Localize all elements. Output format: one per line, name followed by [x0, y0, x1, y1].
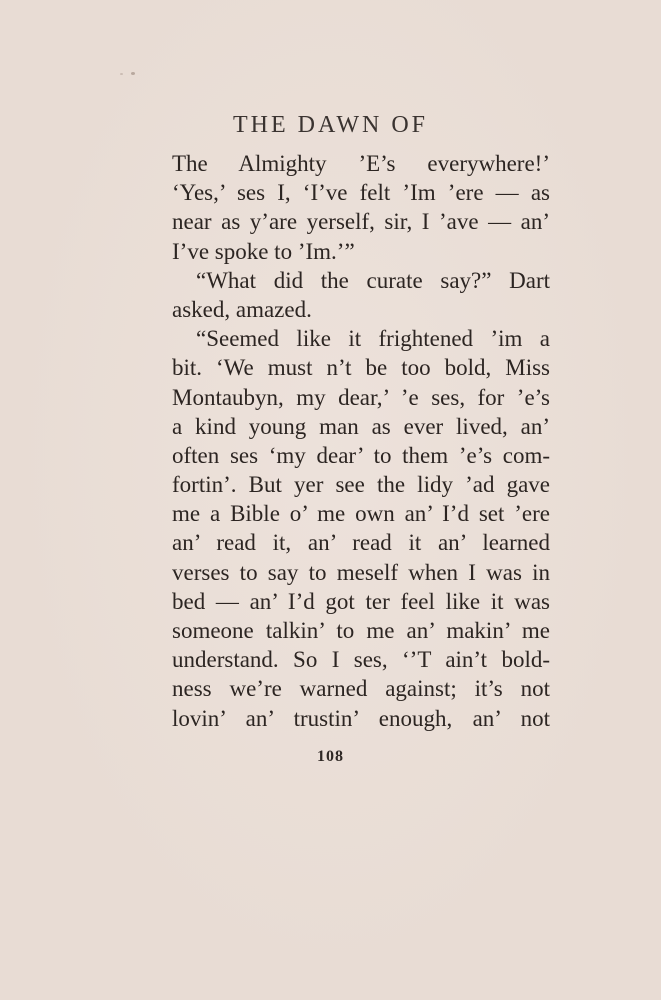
- running-head: THE DAWN OF: [232, 112, 429, 138]
- page-number: 108: [317, 748, 344, 765]
- text-line: asked, amazed.: [172, 296, 312, 322]
- text-line: a kind young man as ever lived, an’: [172, 413, 550, 439]
- text-line: fortin’. But yer see the lidy ’ad gave: [172, 472, 550, 498]
- text-line: bit. ‘We must n’t be too bold, Miss: [172, 355, 550, 381]
- text-line: I’ve spoke to ’Im.’”: [172, 238, 355, 264]
- text-line: bed — an’ I’d got ter feel like it was: [172, 588, 550, 614]
- text-line: someone talkin’ to me an’ makin’ me: [172, 618, 550, 643]
- text-line: me a Bible o’ me own an’ I’d set ’ere: [172, 501, 550, 527]
- text-line: “What did the curate say?” Dart: [196, 267, 550, 293]
- text-line: lovin’ an’ trustin’ enough, an’ not: [172, 705, 550, 731]
- text-line: “Seemed like it frightened ’im a: [196, 326, 550, 352]
- ink-speck: [131, 72, 135, 75]
- text-line: an’ read it, an’ read it an’ learned: [172, 530, 550, 556]
- body-text: [172, 149, 550, 733]
- text-line: understand. So I ses, ‘’T ain’t bold-: [172, 647, 550, 673]
- text-line: near as y’are yerself, sir, I ’ave — an’: [172, 209, 550, 235]
- text-line: The Almighty ’E’s everywhere!’: [172, 151, 550, 176]
- text-line: ness we’re warned against; it’s not: [172, 676, 550, 702]
- text-line: ‘Yes,’ ses I, ‘I’ve felt ’Im ’ere — as: [172, 180, 550, 206]
- ink-speck: [120, 73, 123, 75]
- text-line: Montaubyn, my dear,’ ’e ses, for ’e’s: [172, 384, 550, 410]
- text-line: often ses ‘my dear’ to them ’e’s com-: [172, 442, 550, 468]
- text-line: verses to say to meself when I was in: [172, 559, 550, 585]
